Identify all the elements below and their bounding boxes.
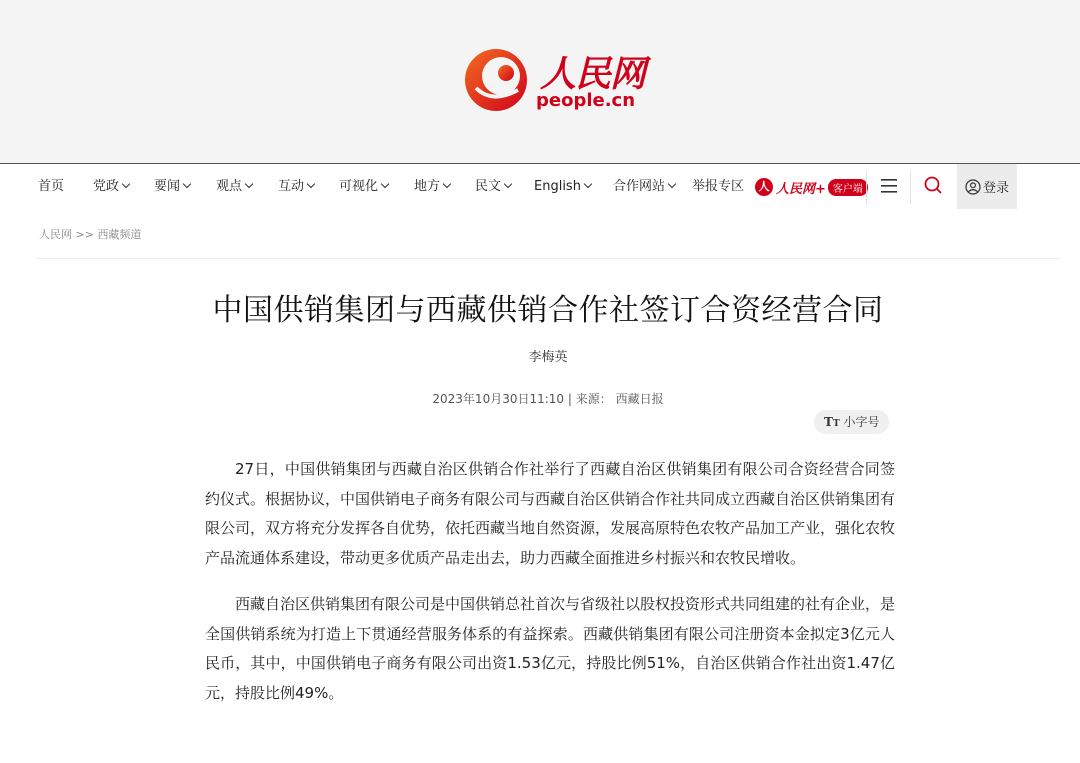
article-meta [0, 390, 1080, 407]
search-button[interactable] [912, 164, 954, 209]
breadcrumb-channel[interactable]: 西藏频道 [97, 228, 142, 241]
article-source[interactable]: 西藏日报 [615, 392, 664, 406]
nav-label: 地方 [414, 179, 441, 194]
nav-label: 首页 [38, 179, 65, 194]
chevron-down-icon [584, 180, 592, 188]
divider [910, 170, 911, 204]
nav-label: 可视化 [339, 179, 379, 194]
chevron-down-icon [668, 180, 676, 188]
font-size-icon: TT [824, 415, 840, 429]
main-nav [0, 163, 1080, 209]
masthead [0, 0, 1080, 163]
article-paragraph: 27日，中国供销集团与西藏自治区供销合作社举行了西藏自治区供销集团有限公司合资经营合同签约仪式。根据协议，中国供销电子商务有限公司与西藏自治区供销合作社共同成立西藏自治区供销集团有限公司，双方将充分发挥各自优势，依托西藏当地自然资源，发展高原特色农牧产品加工产业，强化农牧产品流通体系建设，带动更多优质产品走出去，助力西藏全面推进乡村振兴和农牧民增收。 [205, 460, 896, 567]
nav-item-ethnic[interactable] [475, 164, 511, 209]
breadcrumb [39, 226, 141, 242]
nav-label: 观点 [216, 179, 243, 194]
article-author: 李梅英 [528, 350, 568, 365]
app-brand: 人民网+ [776, 181, 826, 197]
article-body [205, 455, 895, 725]
source-label: | 来源： [567, 392, 612, 406]
login-button[interactable] [957, 164, 1017, 209]
nav-item-partners[interactable] [613, 164, 675, 209]
logo-domain[interactable]: people.cn [536, 90, 636, 111]
chevron-down-icon [183, 180, 191, 188]
nav-label: 党政 [93, 179, 120, 194]
chevron-down-icon [381, 180, 389, 188]
font-size-label: 小字号 [843, 415, 880, 429]
nav-label: 要闻 [154, 179, 181, 194]
hamburger-icon [870, 164, 908, 209]
nav-item-party[interactable] [93, 164, 129, 209]
chevron-down-icon [245, 180, 253, 188]
nav-item-english[interactable] [534, 164, 591, 209]
logo-wordmark[interactable]: 人民网 [540, 53, 646, 95]
article-paragraph: 西藏自治区供销集团有限公司是中国供销总社首次与省级社以股权投资形式共同组建的社有企业，是全国供销系统为打造上下贯通经营服务体系的有益探索。西藏供销集团有限公司注册资本金拟定3亿元人民币，其中，中国供销电子商务有限公司出资1.53亿元，持股比例51%，自治区供销合作社出资1.47亿元，持股比例49%。 [205, 595, 896, 702]
nav-item-local[interactable] [414, 164, 450, 209]
nav-item-interact[interactable] [278, 164, 314, 209]
search-icon [912, 164, 954, 209]
nav-label: 合作网站 [613, 179, 666, 194]
chevron-down-icon [307, 180, 315, 188]
user-icon [965, 179, 981, 195]
nav-item-news[interactable] [154, 164, 190, 209]
nav-label: English [534, 179, 581, 194]
nav-label: 民文 [475, 179, 502, 194]
divider [866, 170, 867, 204]
nav-label: 举报专区 [692, 179, 745, 194]
chevron-down-icon [443, 180, 451, 188]
nav-item-home[interactable] [38, 164, 64, 209]
breadcrumb-root[interactable]: 人民网 [39, 228, 72, 241]
nav-item-visual[interactable] [339, 164, 388, 209]
breadcrumb-separator: >> [75, 228, 94, 241]
divider [37, 258, 1060, 259]
article-title: 中国供销集团与西藏供销合作社签订合资经营合同 [212, 293, 884, 328]
menu-button[interactable] [870, 164, 908, 209]
nav-item-report[interactable] [692, 164, 744, 209]
app-pill: 客户端 [828, 179, 868, 196]
chevron-down-icon [504, 180, 512, 188]
nav-label: 互动 [278, 179, 305, 194]
nav-item-opinion[interactable] [216, 164, 252, 209]
login-label: 登录 [982, 181, 1009, 196]
chevron-down-icon [122, 180, 130, 188]
font-size-toggle[interactable] [814, 410, 889, 434]
app-client-link[interactable] [755, 177, 868, 197]
article-datetime: 2023年10月30日11:10 [432, 392, 565, 406]
people-app-icon: 人 [755, 178, 773, 196]
